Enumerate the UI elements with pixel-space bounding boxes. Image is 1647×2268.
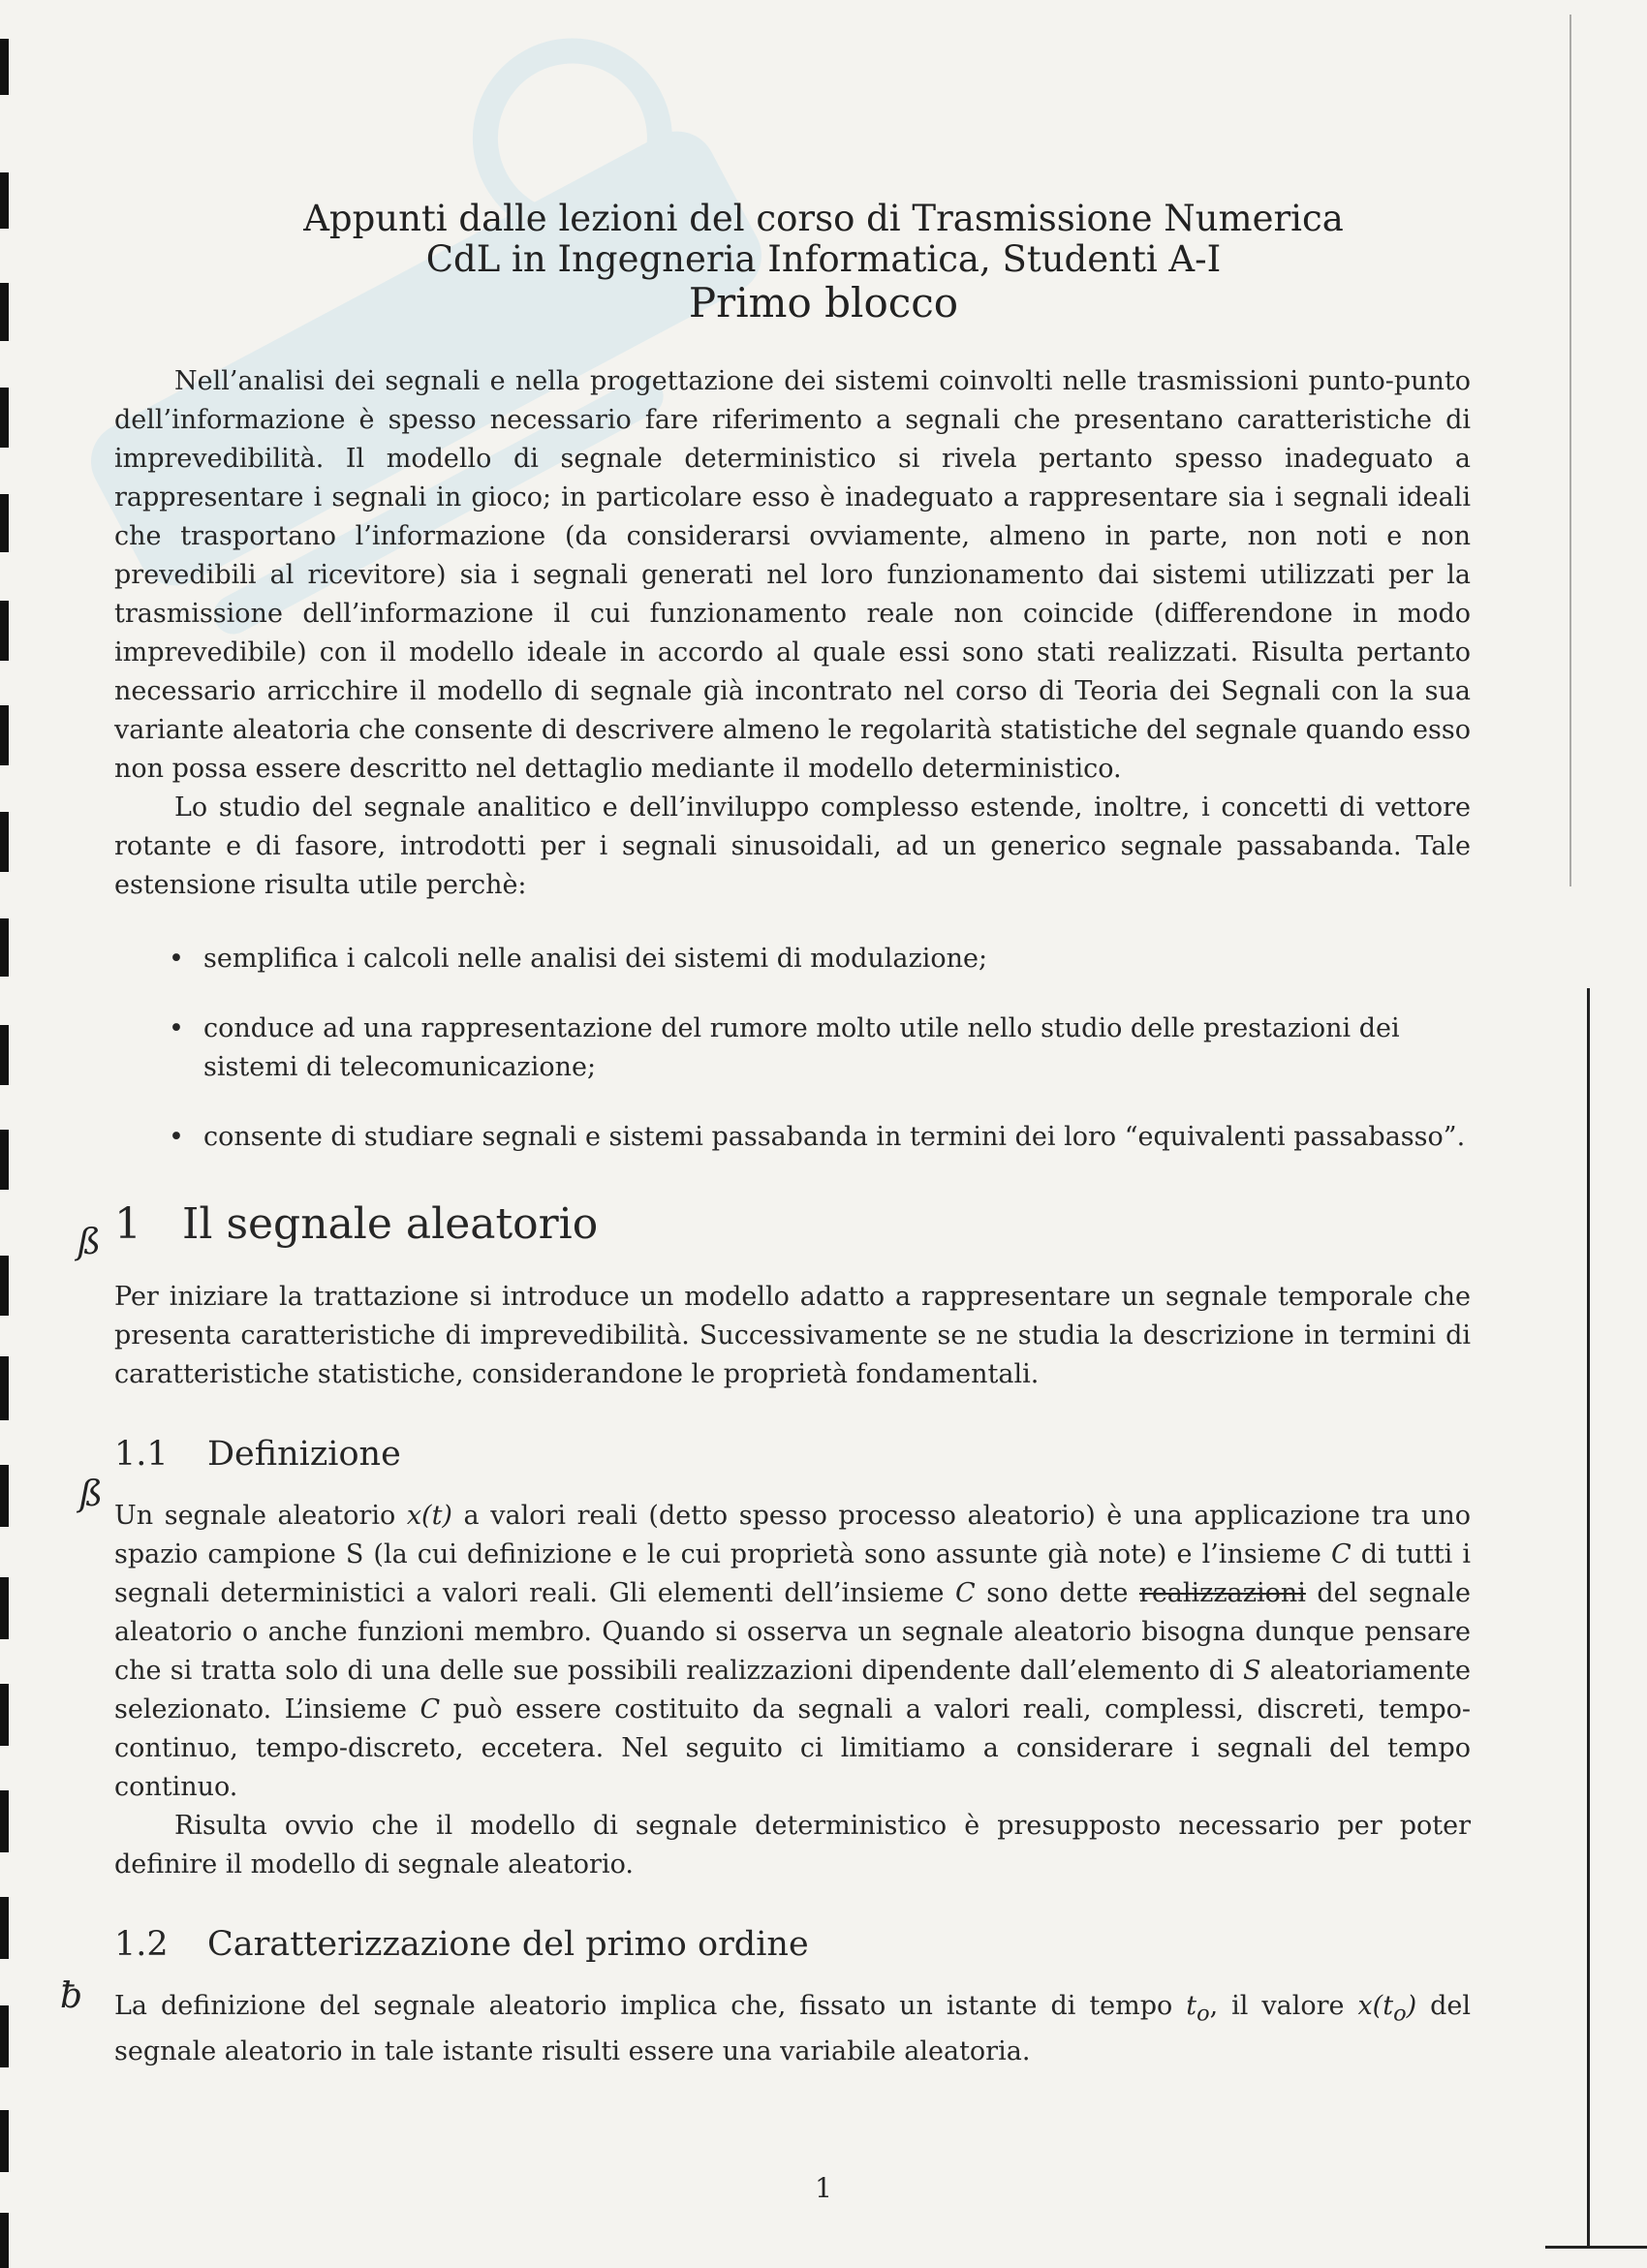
bullet-text: consente di studiare segnali e sistemi passabanda in termini dei loro “equivalenti passabasso”. (203, 1122, 1466, 1152)
characterization-paragraph: La definizione del segnale aleatorio implica che, fissato un istante di tempo $t_o$, il valore $x(t_o)$ del segnale aleatorio in tale istante risulti essere una variabile aleatoria. (114, 1991, 1471, 2067)
math-C: C (1330, 1539, 1352, 1569)
section-paragraph: Per iniziare la trattazione si introduce un modello adatto a rappresentare un segnale temporale che presenta caratteristiche di imprevedibilità. Successivamente se ne studia la descrizione in termini di caratteristiche statistiche, considerandone le proprietà fondamentali. (114, 1282, 1471, 1389)
document-subtitle: CdL in Ingegneria Informatica, Studenti A-I (425, 238, 1222, 280)
list-item (114, 940, 1471, 979)
intro-paragraph: Nell’analisi dei segnali e nella progettazione dei sistemi coinvolti nelle trasmissioni punto-punto dell’informazione è spesso necessario fare riferimento a segnali che presentano caratteristiche di imprevedibilità. Il modello di segnale deterministico si rivela pertanto spesso inadeguato a rappresentare i segnali in gioco; in particolare esso è inadeguato a rappresentare sia i segnali ideali che trasportano l’informazione (da considerarsi ovviamente, almeno in parte, non noti e non prevedibili al ricevitore) sia i segnali generati nel loro funzionamento dai sistemi utilizzati per la trasmissione dell’informazione il cui funzionamento reale non coincide (differendone in modo imprevedibile) con il modello ideale in accordo al quale essi sono stati realizzati. Risulta pertanto necessario arricchire il modello di segnale già incontrato nel corso di Teoria dei Segnali con la sua variante aleatoria che consente di descrivere almeno le regolarità statistiche del segnale quando esso non possa essere descritto nel dettaglio mediante il modello deterministico. (114, 366, 1471, 784)
subsection-title: Definizione (207, 1435, 401, 1474)
title-block (0, 199, 1647, 326)
math-x-of-t: x(t) (406, 1501, 452, 1531)
section-title: Il segnale aleatorio (182, 1199, 599, 1249)
intro-paragraph: Lo studio del segnale analitico e dell’inviluppo complesso estende, inoltre, i concetti di vettore rotante e di fasore, introdotti per i segnali sinusoidali, ad un generico segnale passabanda. Tale estensione risulta utile perchè: (114, 792, 1471, 900)
handwritten-mark: ƀ (60, 1976, 83, 2016)
bullet-list (114, 940, 1471, 1157)
bullet-icon: • (169, 1122, 184, 1152)
math-S: S (1242, 1656, 1261, 1686)
definition-paragraph-2: Risulta ovvio che il modello di segnale deterministico è presupposto necessario per poter definire il modello di segnale aleatorio. (114, 1811, 1471, 1880)
subsection-heading (114, 1435, 1471, 1474)
document-part: Primo blocco (688, 279, 959, 326)
subsection-number: 1.1 (114, 1435, 169, 1474)
bullet-icon: • (169, 1013, 184, 1043)
definition-paragraph: Un segnale aleatorio x(t) a valori reali (detto spesso processo aleatorio) è una applicazione tra uno spazio campione S (la cui definizione e le cui proprietà sono assunte già note) e l’insieme C di tutti i segnali deterministici a valori reali. Gli elementi dell’insieme C sono dette realizzazioni del segnale aleatorio o anche funzioni membro. Quando si osserva un segnale aleatorio bisogna dunque pensare che si tratta solo di una delle sue possibili realizzazioni dipendente dall’elemento di S aleatoriamente selezionato. L’insieme C può essere costituito da segnali a valori reali, complessi, discreti, tempo-continuo, tempo-discreto, eccetera. Nel seguito ci limitiamo a considerare i segnali del tempo continuo. (114, 1501, 1472, 1802)
subsection-title: Caratterizzazione del primo ordine (207, 1925, 809, 1964)
main-text (114, 362, 1471, 2071)
list-item (114, 1010, 1471, 1087)
bullet-icon: • (169, 944, 184, 974)
bullet-text: conduce ad una rappresentazione del rumore molto utile nello studio delle prestazioni dei sistemi di telecomunicazione; (203, 1013, 1400, 1082)
page-number: 1 (815, 2172, 832, 2204)
bullet-text: semplifica i calcoli nelle analisi dei sistemi di modulazione; (203, 944, 988, 974)
handwritten-mark: ß (79, 1475, 104, 1514)
document-title: Appunti dalle lezioni del corso di Trasmissione Numerica (303, 198, 1344, 239)
math-C: C (955, 1578, 976, 1608)
handwritten-mark: ß (78, 1223, 102, 1262)
list-item (114, 1118, 1471, 1157)
subsection-number: 1.2 (114, 1925, 169, 1964)
subsection-heading (114, 1925, 1471, 1964)
section-heading (114, 1199, 1471, 1249)
math-C: C (420, 1694, 441, 1724)
section-number: 1 (114, 1199, 141, 1249)
struck-word: realizzazioni (1138, 1578, 1306, 1608)
